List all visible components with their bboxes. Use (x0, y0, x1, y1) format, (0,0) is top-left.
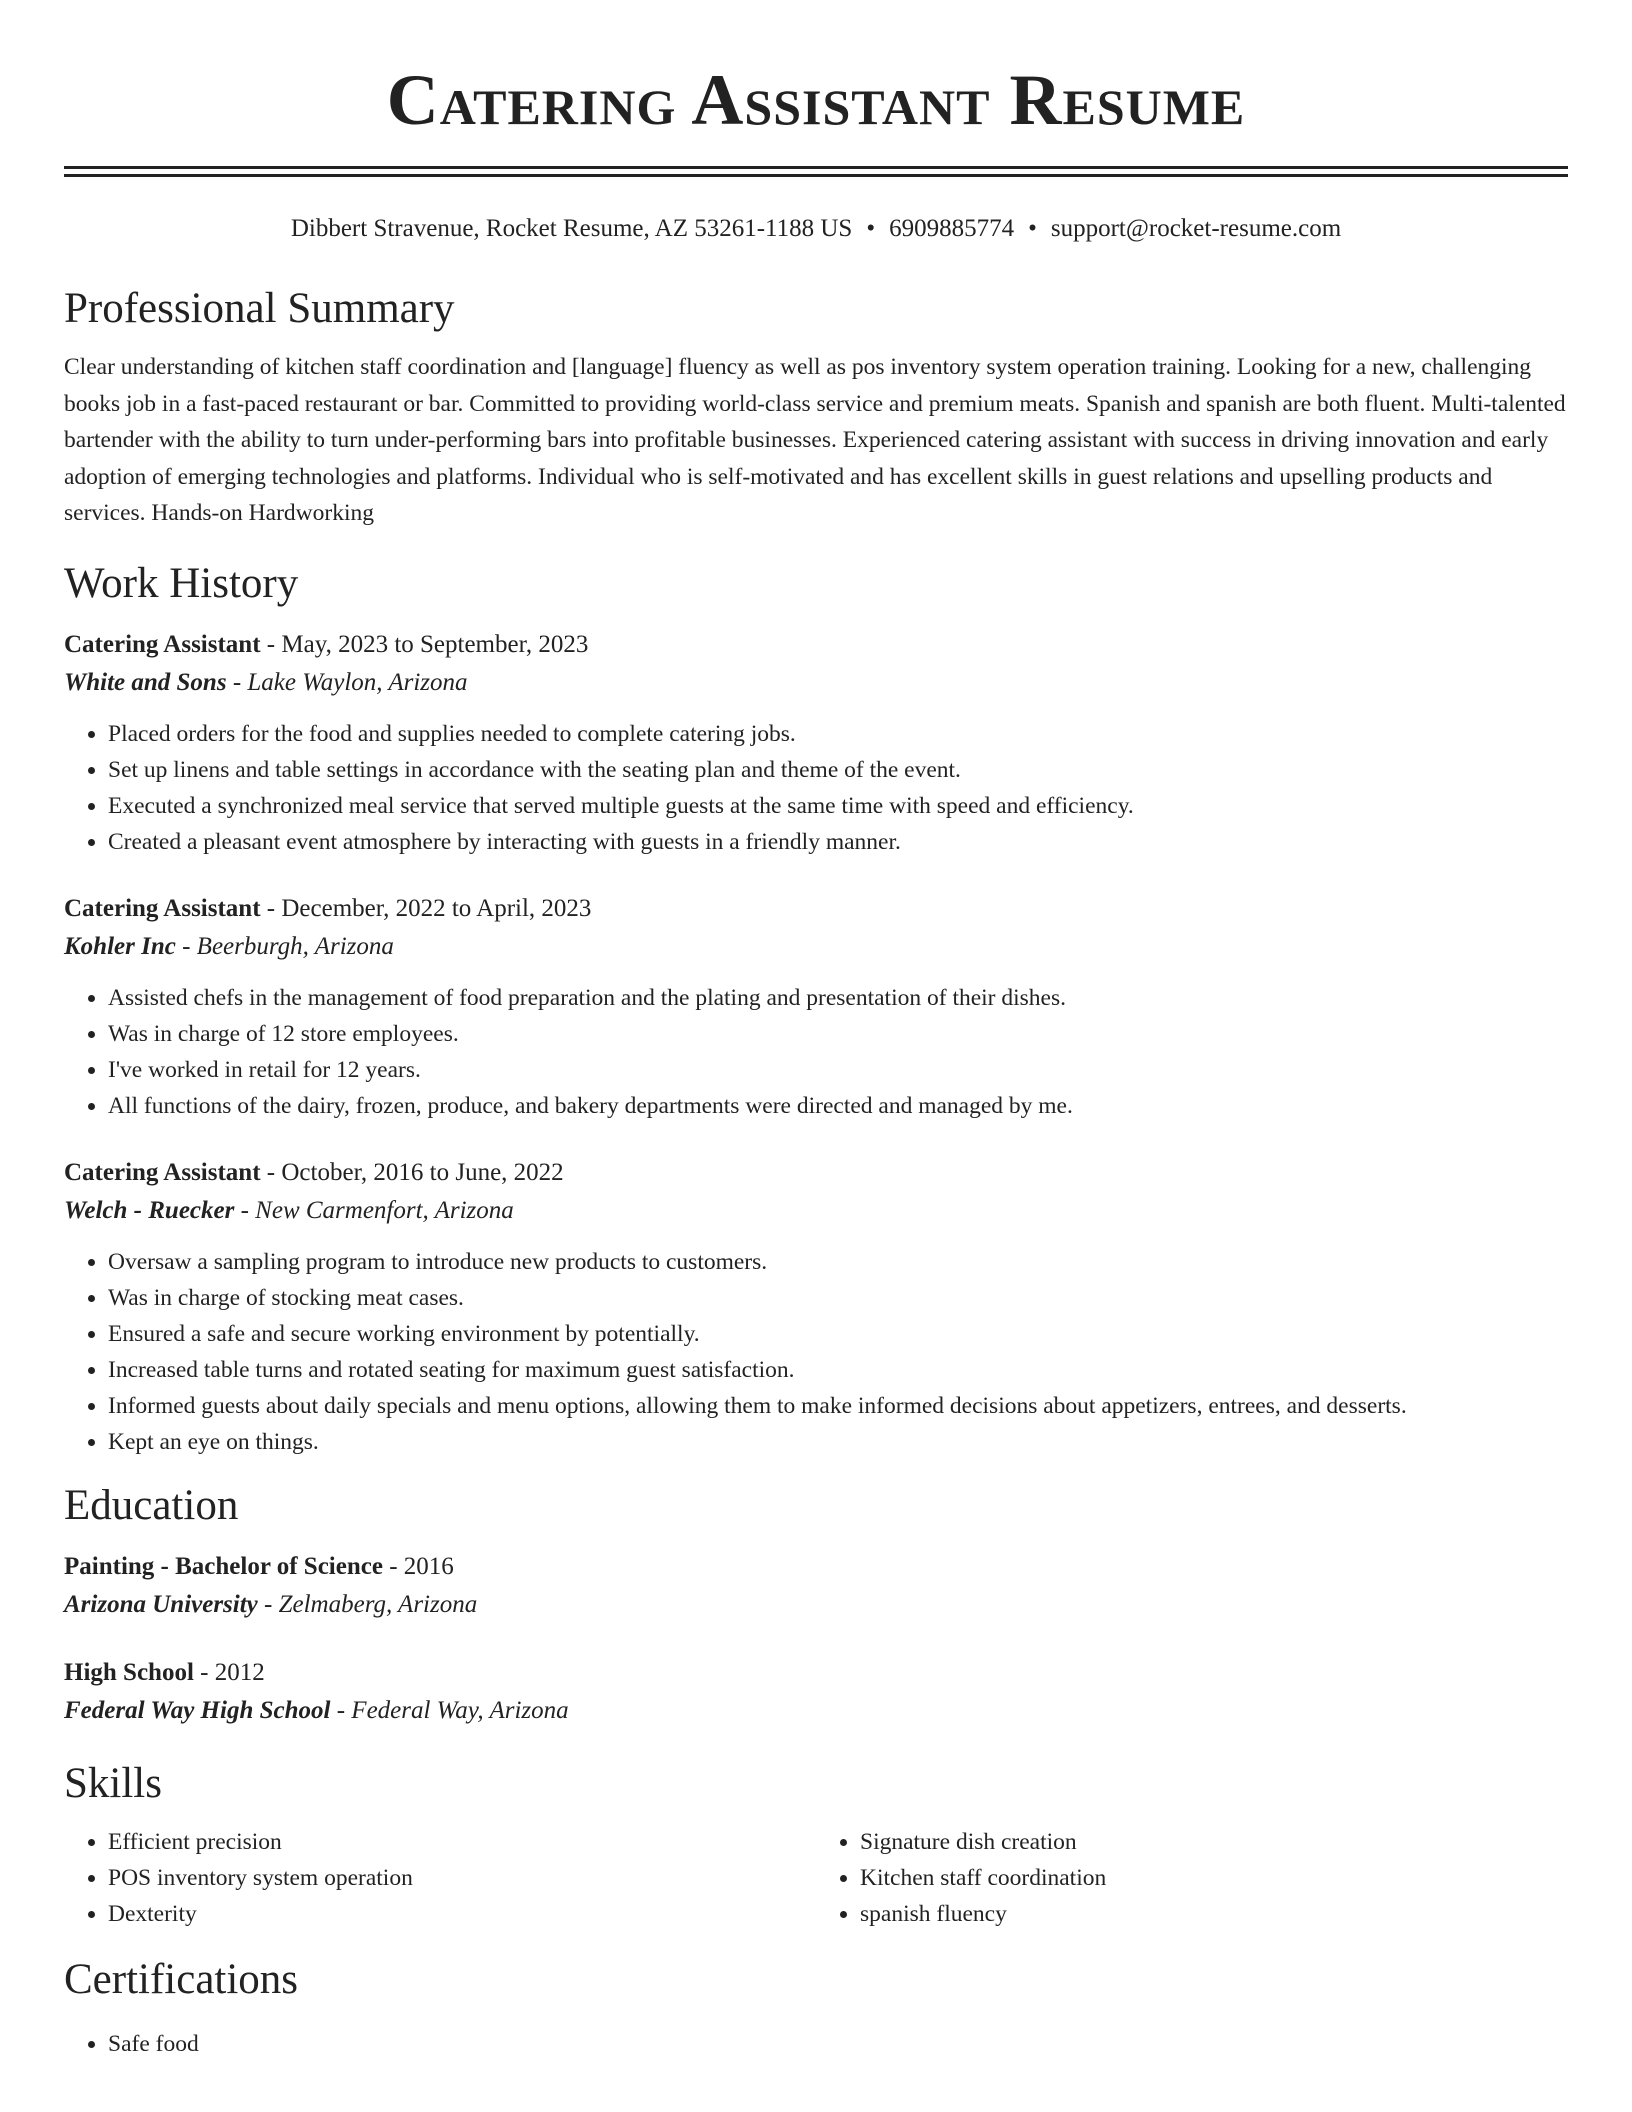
company-name: Welch - Ruecker (64, 1196, 235, 1224)
list-item: • Created a pleasant event atmosphere by interacting with guests in a friendly manner. (108, 824, 1568, 860)
contact-email: support@rocket-resume.com (1050, 215, 1342, 242)
school-name: Arizona University (64, 1590, 258, 1618)
company-location: - Beerburgh, Arizona (175, 932, 394, 960)
list-item: • Placed orders for the food and supplies needed to complete catering jobs. (108, 716, 1568, 752)
list-item: • Oversaw a sampling program to introduce new products to customers. (108, 1244, 1568, 1280)
list-item: • Assisted chefs in the management of food preparation and the plating and presentation of their dishes. (108, 980, 1568, 1016)
job-bullets (64, 716, 1568, 860)
skill-item: • Kitchen staff coordination (860, 1860, 1568, 1896)
school-line (64, 1692, 1568, 1730)
list-item: • Executed a synchronized meal service that served multiple guests at the same time with speed and efficiency. (108, 788, 1568, 824)
education-entry (64, 1654, 1568, 1730)
work-history-heading: Work History (64, 559, 299, 607)
job-dates: - December, 2022 to April, 2023 (260, 894, 592, 922)
education-entry (64, 1548, 1568, 1624)
degree-name: High School (64, 1658, 194, 1686)
skills-column-right (816, 1824, 1568, 1932)
skill-item: • Dexterity (108, 1896, 816, 1932)
certification-item: • Safe food (108, 2026, 1568, 2062)
degree-name: Painting - Bachelor of Science (64, 1552, 383, 1580)
summary-heading: Professional Summary (64, 285, 455, 332)
job-title: Catering Assistant (64, 894, 261, 922)
company-line (64, 1192, 1568, 1230)
degree-line (64, 1548, 1568, 1586)
contact-line (64, 213, 1568, 245)
job-title-line (64, 1154, 1568, 1192)
job-bullets (64, 980, 1568, 1124)
certifications-heading: Certifications (64, 1955, 299, 2003)
contact-address: Dibbert Stravenue, Rocket Resume, AZ 53261-1188 US (290, 215, 853, 242)
list-item: • Kept an eye on things. (108, 1424, 1568, 1460)
list-item: • Set up linens and table settings in accordance with the seating plan and theme of the event. (108, 752, 1568, 788)
job-bullets (64, 1244, 1568, 1460)
skill-item: • spanish fluency (860, 1896, 1568, 1932)
list-item: • I've worked in retail for 12 years. (108, 1052, 1568, 1088)
job-dates: - May, 2023 to September, 2023 (260, 630, 589, 658)
company-name: White and Sons (64, 668, 227, 696)
skill-item: • Efficient precision (108, 1824, 816, 1860)
job-title-line (64, 890, 1568, 928)
degree-year: - 2012 (193, 1658, 265, 1686)
company-line (64, 928, 1568, 966)
contact-phone: 6909885774 (889, 215, 1015, 242)
page-title: Catering Assistant Resume (386, 60, 1246, 140)
list-item: • Ensured a safe and secure working environment by potentially. (108, 1316, 1568, 1352)
skill-item: • POS inventory system operation (108, 1860, 816, 1896)
skills-column-left (64, 1824, 816, 1932)
title-divider (64, 166, 1568, 177)
list-item: • Informed guests about daily specials and menu options, allowing them to make informed decisions about appetizers, entrees, and desserts. (108, 1388, 1568, 1424)
degree-year: - 2016 (382, 1552, 454, 1580)
job-title: Catering Assistant (64, 630, 261, 658)
list-item: • Increased table turns and rotated seating for maximum guest satisfaction. (108, 1352, 1568, 1388)
skill-item: • Signature dish creation (860, 1824, 1568, 1860)
job-title: Catering Assistant (64, 1158, 261, 1186)
company-line (64, 664, 1568, 702)
job-title-line (64, 626, 1568, 664)
contact-separator: • (866, 215, 876, 242)
list-item: • Was in charge of 12 store employees. (108, 1016, 1568, 1052)
certifications-list (64, 2026, 1568, 2062)
school-line (64, 1586, 1568, 1624)
degree-line (64, 1654, 1568, 1692)
summary-text: Clear understanding of kitchen staff coordination and [language] fluency as well as pos inventory system operation training. Looking for a new, challenging books job in a fast-paced restaurant or bar. Committed to providing world-class service and premium meats. Spanish and spanish are both fluent. Multi-talented bartender with the ability to turn under-performing bars into profitable businesses. Experienced catering assistant with success in driving innovation and early adoption of emerging technologies and platforms. Individual who is self-motivated and has excellent skills in guest relations and upselling products and services. Hands-on Hardworking (64, 354, 1566, 526)
job-entry (64, 1154, 1568, 1460)
list-item: • Was in charge of stocking meat cases. (108, 1280, 1568, 1316)
job-dates: - October, 2016 to June, 2022 (260, 1158, 564, 1186)
education-heading: Education (64, 1481, 239, 1529)
company-name: Kohler Inc (64, 932, 176, 960)
list-item: • All functions of the dairy, frozen, produce, and bakery departments were directed and managed by me. (108, 1088, 1568, 1124)
company-location: - Lake Waylon, Arizona (226, 668, 468, 696)
school-location: - Zelmaberg, Arizona (257, 1590, 478, 1618)
school-location: - Federal Way, Arizona (330, 1696, 569, 1724)
skills-heading: Skills (64, 1759, 162, 1807)
school-name: Federal Way High School (64, 1696, 331, 1724)
skills-grid (64, 1824, 1568, 1932)
contact-separator: • (1028, 215, 1037, 242)
job-entry (64, 890, 1568, 1124)
company-location: - New Carmenfort, Arizona (234, 1196, 514, 1224)
job-entry (64, 626, 1568, 860)
